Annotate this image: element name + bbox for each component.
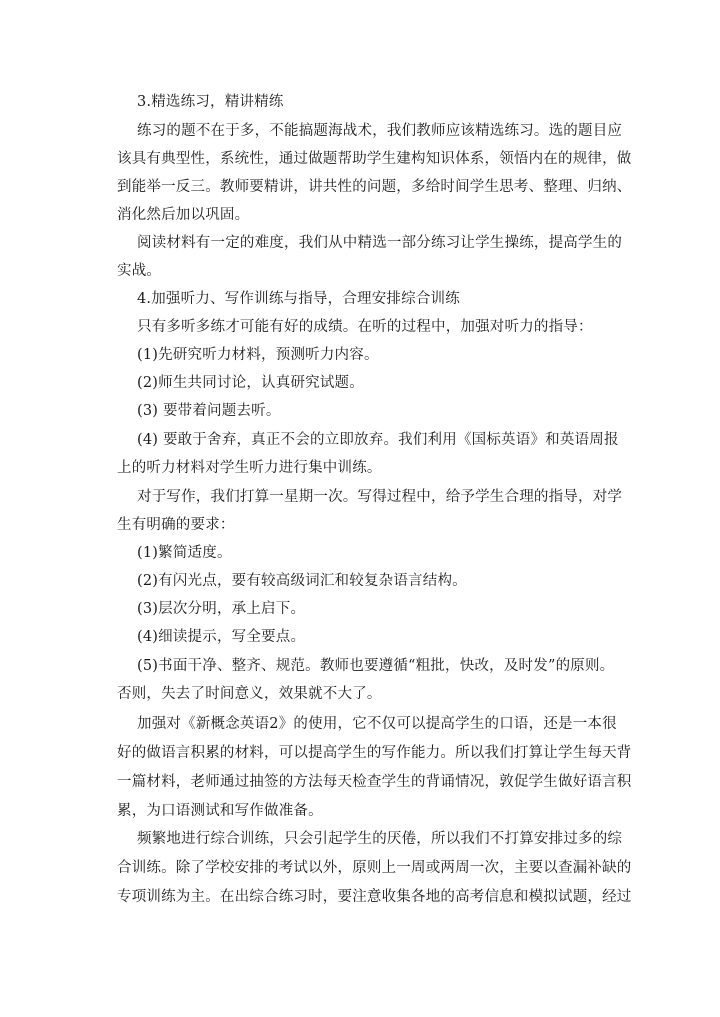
list-item: (1)先研究听力材料，预测听力内容。: [137, 347, 379, 363]
list-item: (5)书面干净、整齐、规范。教师也要遵循“粗批，快改，及时发”的原则。: [137, 658, 615, 674]
list-item: (4)细读提示，写全要点。: [137, 629, 306, 645]
section-heading-3: 3.精选练习，精讲精练: [137, 94, 284, 110]
paragraph-line: 只有多听多练才可能有好的成绩。在听的过程中，加强对听力的指导：: [137, 319, 593, 335]
paragraph-line: 专项训练为主。在出综合练习时，要注意收集各地的高考信息和模拟试题，经过: [117, 889, 632, 905]
list-item: (2)师生共同讨论，认真研究试题。: [137, 375, 364, 391]
paragraph-line: 生有明确的要求：: [117, 517, 235, 533]
paragraph-line: 合训练。除了学校安排的考试以外，原则上一周或两周一次，主要以查漏补缺的: [117, 860, 632, 876]
paragraph-line: 否则，失去了时间意义，效果就不大了。: [117, 686, 382, 702]
section-heading-4: 4.加强听力、写作训练与指导，合理安排综合训练: [137, 291, 460, 307]
list-item: (4) 要敢于舍弃，真正不会的立即放弃。我们利用《国标英语》和英语周报: [137, 432, 619, 448]
paragraph-line: 频繁地进行综合训练，只会引起学生的厌倦，所以我们不打算安排过多的综: [137, 831, 623, 847]
paragraph-line: 一篇材料，老师通过抽签的方法每天检查学生的背诵情况，敦促学生做好语言积: [117, 774, 632, 790]
paragraph-line: 消化然后加以巩固。: [117, 207, 250, 223]
paragraph-line: 累，为口语测试和写作做准备。: [117, 803, 323, 819]
list-item: (3)层次分明，承上启下。: [137, 601, 306, 617]
paragraph-line: 阅读材料有一定的难度，我们从中精选一部分练习让学生操练，提高学生的: [137, 235, 623, 251]
paragraph-line: 好的做语言积累的材料，可以提高学生的写作能力。所以我们打算让学生每天背: [117, 745, 632, 761]
paragraph-line: 上的听力材料对学生听力进行集中训练。: [117, 460, 382, 476]
list-item: (3) 要带着问题去听。: [137, 403, 281, 419]
paragraph-line: 练习的题不在于多，不能搞题海战术，我们教师应该精选练习。选的题目应: [137, 123, 623, 139]
list-item: (2)有闪光点，要有较高级词汇和较复杂语言结构。: [137, 573, 467, 589]
paragraph-line: 实战。: [117, 263, 162, 279]
list-item: (1)繁简适度。: [137, 545, 232, 561]
paragraph-line: 该具有典型性，系统性，通过做题帮助学生建构知识体系，领悟内在的规律，做: [117, 151, 632, 167]
paragraph-line: 加强对《新概念英语2》的使用，它不仅可以提高学生的口语，还是一本很: [137, 716, 617, 732]
paragraph-line: 到能举一反三。教师要精讲，讲共性的问题，多给时间学生思考、整理、归纳、: [117, 179, 632, 195]
paragraph-line: 对于写作，我们打算一星期一次。写得过程中，给予学生合理的指导，对学: [137, 489, 623, 505]
